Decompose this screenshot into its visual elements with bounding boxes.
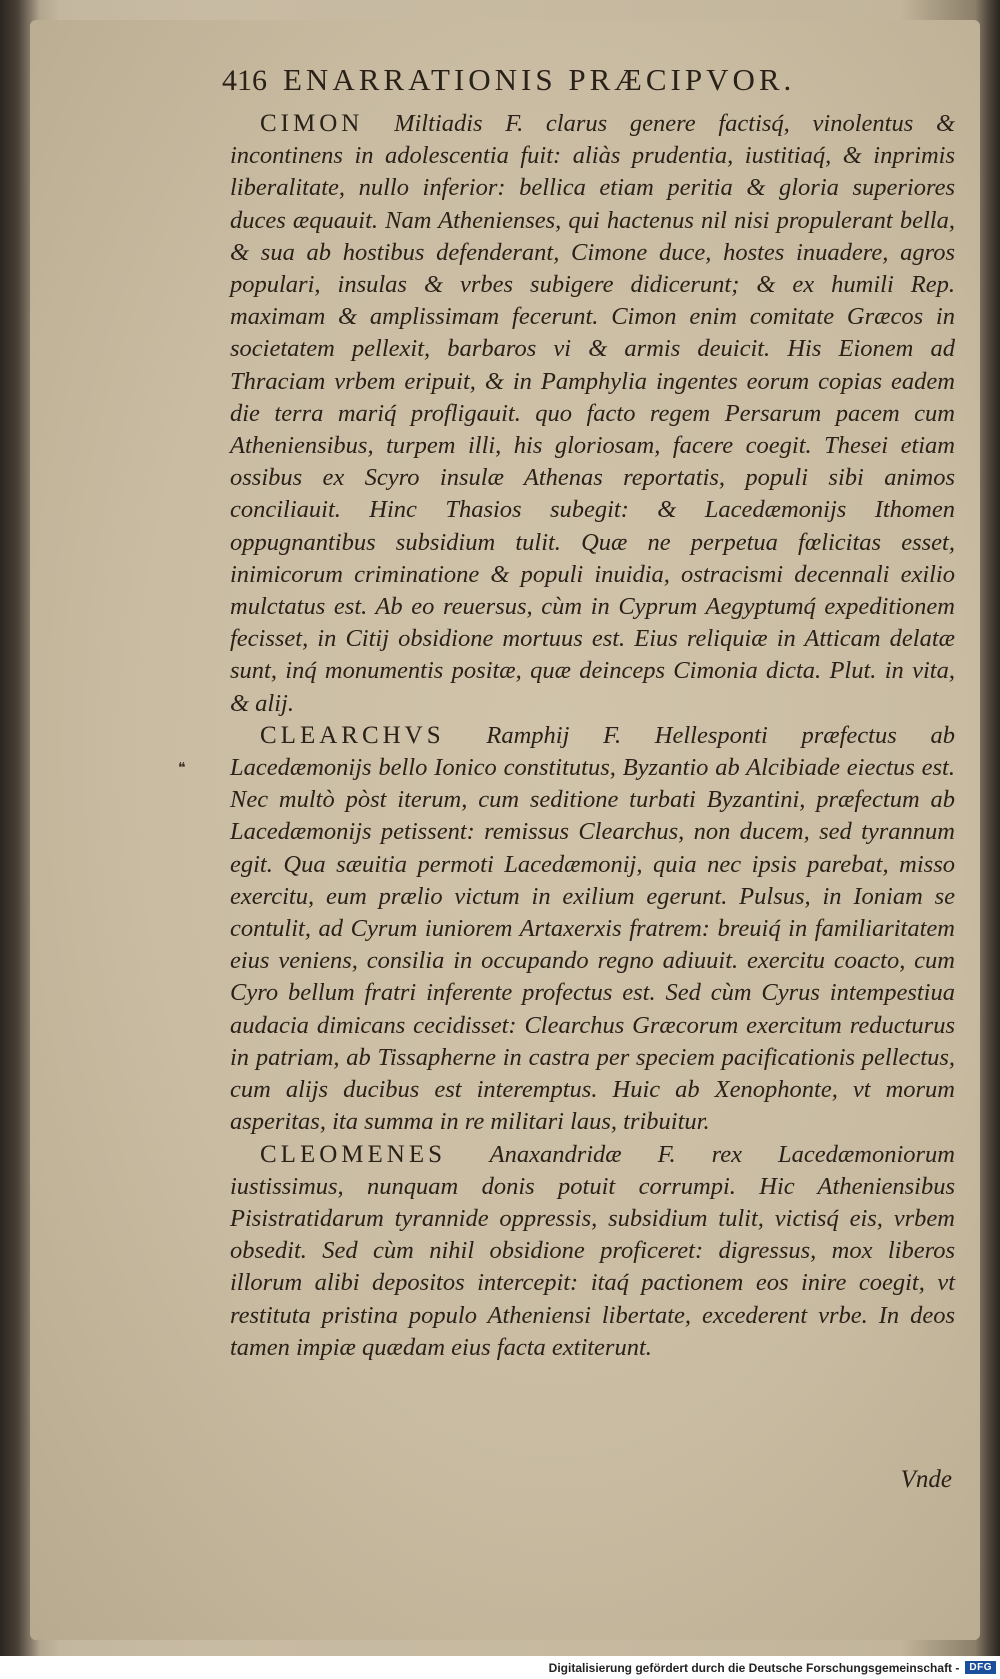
entry-cimon xyxy=(230,108,955,720)
margin-mark: ❝ xyxy=(178,761,186,776)
page-body xyxy=(230,108,955,1364)
headword: CIMON xyxy=(260,110,364,137)
page-header xyxy=(222,62,900,106)
headword: CLEARCHVS xyxy=(260,721,445,749)
running-title: ENARRATIONIS PRÆCIPVOR. xyxy=(283,62,796,97)
funding-credit: Digitalisierung gefördert durch die Deutsche Forschungsgemeinschaft - xyxy=(548,1660,960,1675)
headword: CLEOMENES xyxy=(260,1140,446,1168)
catchword: Vnde xyxy=(900,1466,952,1493)
dfg-logo: DFG xyxy=(965,1661,996,1674)
entry-cleomenes xyxy=(230,1139,955,1364)
digitization-footer xyxy=(0,1656,1000,1679)
entry-clearchus xyxy=(230,720,955,1139)
entry-text: Ramphij F. Hellesponti præfectus ab Lacedæmonijs bello Ionico constitutus, Byzantio ab Alcibiade eiectus est. Nec multò pòst iterum, cum seditione turbati Byzantini, præfectum ab Lacedæmonijs petissent: remissus Clearchus, non ducem, sed tyrannum egit. Qua sæuitia permoti Lacedæmonij, quia nec ipsis parebat, misso exercitu, eum prælio victum in exilium egerunt. Pulsus, in Ioniam se contulit, ad Cyrum iuniorem Artaxerxis fratrem: breuiq́ in familiaritatem eius veniens, consilia in occupando regno adiuuit. exercitu coacto, cum Cyro bellum fratri inferente profectus est. Sed cùm Cyrus intempestiua audacia dimicans cecidisset: Clearchus Græcorum exercitum reducturus in patriam, ab Tissapherne in castra per speciem pacificationis pellectus, cum alijs ducibus est interemptus. Huic ab Xenophonte, vt morum asperitas, ita summa in re militari laus, tribuitur. xyxy=(230,721,955,1136)
page-number: 416 xyxy=(222,64,267,97)
entry-text: Anaxandridæ F. rex Lacedæmoniorum iustissimus, nunquam donis potuit corrumpi. Hic Atheniensibus Pisistratidarum tyrannide oppressis, subsidium tulit, victisq́ eis, vrbem obsedit. Sed cùm nihil obsidione proficeret: digressus, mox liberos illorum alibi depositos intercepit: itaq́ pactionem eos inire coegit, vt restituta pristina populo Atheniensi libertate, excederent vrbe. In deos tamen impiæ quædam eius facta extiterunt. xyxy=(230,1140,955,1361)
entry-text: Miltiadis F. clarus genere factisq́, vinolentus & incontinens in adolescentia fuit: aliàs prudentia, iustitiaq́, & inprimis liberalitate, nullo inferior: bellica etiam peritia & gloria superiores duces æquauit. Nam Athenienses, qui hactenus nil nisi propulerant bella, & sua ab hostibus defenderant, Cimone duce, hostes inuadere, agros populari, insulas & vrbes subigere didicerunt; & ex humili Rep. maximam & amplissimam fecerunt. Cimon enim comitate Græcos in societatem pellexit, barbaros vi & armis deuicit. His Eionem ad Thraciam vrbem eripuit, & in Pamphylia ingentes eorum copias eadem die terra mariq́ profligauit. quo facto regem Persarum pacem cum Atheniensibus, turpem illi, his gloriosam, facere coegit. Thesei etiam ossibus ex Scyro insulæ Athenas reportatis, populi sibi animos conciliauit. Hinc Thasios subegit: & Lacedæmonijs Ithomen oppugnantibus subsidium tulit. Quæ ne perpetua fœlicitas esset, inimicorum criminatione & populi inuidia, ostracismi decennali exilio mulctatus est. Ab eo reuersus, cùm in Cyprum Aegyptumq́ expeditionem fecisset, in Citij obsidione mortuus est. Eius reliquiæ in Atticam delatæ sunt, inq́ monumentis positæ, quæ deinceps Cimonia dicta. Plut. in vita, & alij. xyxy=(230,110,955,717)
